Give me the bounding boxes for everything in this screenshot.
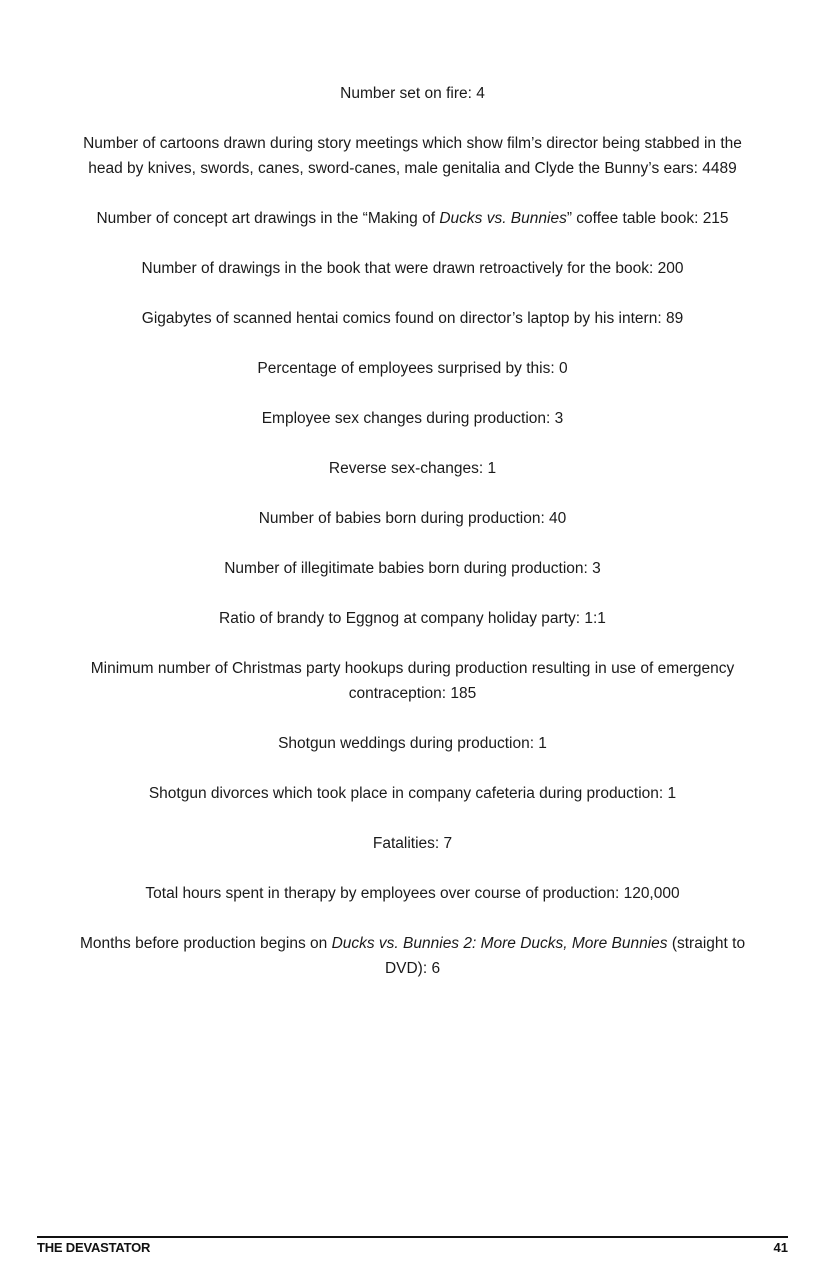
stat-entry [70, 206, 755, 231]
stat-entry: Shotgun divorces which took place in company cafeteria during production: 1 [148, 785, 677, 802]
stat-text: (straight to DVD): 6 [384, 935, 746, 977]
stat-entry: Reverse sex-changes: 1 [328, 460, 497, 477]
stat-title-italic: Ducks vs. Bunnies [439, 210, 567, 227]
stats-list [70, 81, 755, 1006]
stat-entry: Fatalities: 7 [372, 835, 453, 852]
stat-entry: Number of cartoons drawn during story meetings which show film’s director being stabbed in the head by knives, swords, canes, sword-canes, male genitalia and Clyde the Bunny’s ears: 4489 [83, 135, 742, 177]
stat-entry: Minimum number of Christmas party hookups during production resulting in use of emergency contraception: 185 [90, 660, 735, 702]
stat-entry: Total hours spent in therapy by employees over course of production: 120,000 [145, 885, 680, 902]
stat-entry: Ratio of brandy to Eggnog at company holiday party: 1:1 [219, 610, 606, 627]
stat-title-italic: Ducks vs. Bunnies 2: More Ducks, More Bunnies [331, 935, 668, 952]
stat-entry: Number of babies born during production: 40 [258, 510, 567, 527]
stat-entry: Shotgun weddings during production: 1 [278, 735, 547, 752]
stat-entry: Number of drawings in the book that were drawn retroactively for the book: 200 [141, 260, 684, 277]
stat-entry: Percentage of employees surprised by this: 0 [257, 360, 568, 377]
stat-entry: Gigabytes of scanned hentai comics found on director’s laptop by his intern: 89 [141, 310, 684, 327]
stat-entry [70, 931, 755, 981]
stat-entry: Employee sex changes during production: 3 [261, 410, 564, 427]
stat-entry: Number set on fire: 4 [340, 85, 485, 102]
footer-publication-title: THE DEVASTATOR [37, 1240, 151, 1255]
stat-text: Months before production begins on [79, 935, 332, 952]
footer-divider [37, 1236, 788, 1238]
stat-text: Number of concept art drawings in the “Making of [96, 210, 440, 227]
stat-text: ” coffee table book: 215 [566, 210, 729, 227]
footer-page-number: 41 [773, 1240, 788, 1255]
stat-entry: Number of illegitimate babies born during production: 3 [224, 560, 601, 577]
